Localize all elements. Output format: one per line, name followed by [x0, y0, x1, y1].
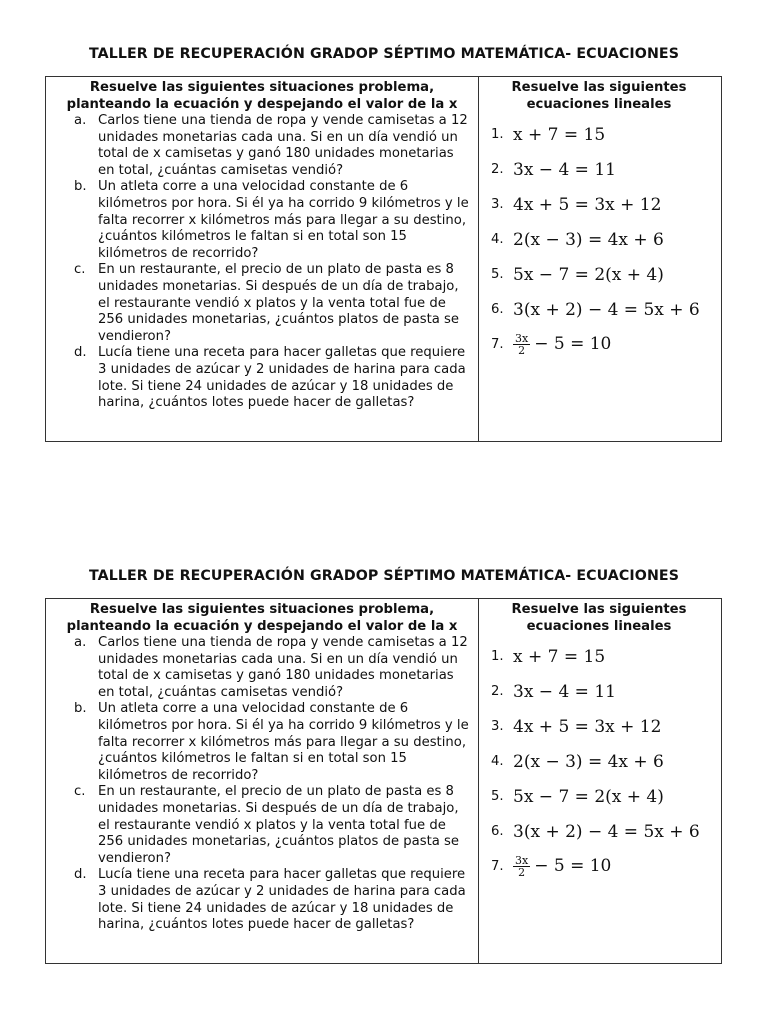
problem-letter: a. — [74, 113, 87, 128]
equation-text: 5x − 7 = 2(x + 4) — [513, 264, 664, 285]
equation-text: x + 7 = 15 — [513, 124, 606, 145]
equation-item — [491, 814, 721, 849]
equation-list — [491, 117, 721, 362]
problem-letter: d. — [74, 345, 87, 361]
equation-number: 4. — [491, 754, 504, 769]
fraction-denominator: 2 — [518, 344, 526, 357]
problem-text: Lucía tiene una receta para hacer galletas que requiere 3 unidades de azúcar y 2 unidades de harina para cada lote. Si tiene 24 unidades de azúcar y 18 unidades de harina, ¿cuántos lotes puede hacer de galletas? — [98, 867, 466, 933]
equation-text: − 5 = 10 — [534, 856, 612, 876]
problem-item — [52, 113, 472, 179]
equation-number: 2. — [491, 684, 504, 699]
equation-list — [491, 639, 721, 884]
equation-number: 7. — [491, 859, 504, 874]
fraction-numerator: 3x — [515, 332, 529, 345]
equation-fraction-expression — [513, 333, 611, 356]
equation-number: 7. — [491, 337, 504, 352]
problem-letter: a. — [74, 635, 87, 650]
equation-number: 5. — [491, 267, 504, 282]
equation-item — [491, 292, 721, 327]
equation-item — [491, 222, 721, 257]
problem-item — [52, 345, 472, 411]
equations-column — [479, 599, 721, 963]
equation-text: 3(x + 2) − 4 = 5x + 6 — [513, 821, 700, 842]
equation-text: x + 7 = 15 — [513, 646, 606, 667]
problem-letter: b. — [74, 701, 87, 717]
equation-number: 2. — [491, 162, 504, 177]
problem-text: Lucía tiene una receta para hacer galletas que requiere 3 unidades de azúcar y 2 unidades de harina para cada lote. Si tiene 24 unidades de azúcar y 18 unidades de harina, ¿cuántos lotes puede hacer de galletas? — [98, 345, 466, 411]
equation-text: 5x − 7 = 2(x + 4) — [513, 786, 664, 807]
problem-item — [52, 784, 472, 867]
problem-text: Carlos tiene una tienda de ropa y vende camisetas a 12 unidades monetarias cada una. Si en un día vendió un total de x camisetas y ganó 180 unidades monetarias en total, ¿cuántas camisetas vendió? — [98, 635, 468, 700]
equation-item — [491, 117, 721, 152]
equation-item — [491, 779, 721, 814]
problem-item — [52, 635, 472, 701]
fraction-numerator: 3x — [515, 854, 529, 867]
problem-list — [52, 635, 472, 934]
equation-number: 3. — [491, 719, 504, 734]
problem-letter: c. — [74, 262, 86, 278]
worksheet-table — [45, 76, 722, 442]
equation-item — [491, 849, 721, 884]
equation-fraction-expression — [513, 855, 611, 878]
equation-number: 1. — [491, 127, 504, 142]
problem-text: En un restaurante, el precio de un plato de pasta es 8 unidades monetarias. Si después de un día de trabajo, el restaurante vendió x platos y la venta total fue de 256 unidades monetarias, ¿cuántos platos de pasta se vendieron? — [98, 784, 459, 866]
equation-number: 6. — [491, 824, 504, 839]
problem-letter: b. — [74, 179, 87, 195]
problem-item — [52, 867, 472, 933]
equation-item — [491, 639, 721, 674]
problem-letter: d. — [74, 867, 87, 883]
equations-column — [479, 77, 721, 441]
problem-item — [52, 262, 472, 345]
worksheet-title: TALLER DE RECUPERACIÓN GRADOP SÉPTIMO MATEMÁTICA- ECUACIONES — [88, 46, 680, 62]
equation-number: 1. — [491, 649, 504, 664]
worksheet-table — [45, 598, 722, 964]
equation-text: − 5 = 10 — [534, 334, 612, 354]
worksheet-bottom — [0, 564, 768, 933]
equation-number: 6. — [491, 302, 504, 317]
equation-item — [491, 709, 721, 744]
problem-list — [52, 113, 472, 412]
equation-item — [491, 187, 721, 222]
equation-item — [491, 257, 721, 292]
equation-text: 3x − 4 = 11 — [513, 681, 616, 702]
equation-text: 4x + 5 = 3x + 12 — [513, 716, 662, 737]
equations-header: Resuelve las siguientes ecuaciones lineales — [511, 80, 687, 112]
equation-number: 5. — [491, 789, 504, 804]
problem-text: Un atleta corre a una velocidad constante de 6 kilómetros por hora. Si él ya ha corrido 9 kilómetros y le falta recorrer x kilómetros más para llegar a su destino, ¿cuántos kilómetros le faltan si en total son 15 kilómetros de recorrido? — [98, 179, 469, 261]
equations-header: Resuelve las siguientes ecuaciones lineales — [511, 602, 687, 634]
equation-text: 3x − 4 = 11 — [513, 159, 616, 180]
problem-text: Un atleta corre a una velocidad constante de 6 kilómetros por hora. Si él ya ha corrido 9 kilómetros y le falta recorrer x kilómetros más para llegar a su destino, ¿cuántos kilómetros le faltan si en total son 15 kilómetros de recorrido? — [98, 701, 469, 783]
fraction — [513, 333, 530, 356]
worksheet-top — [0, 42, 768, 411]
problems-header: Resuelve las siguientes situaciones problema, planteando la ecuación y despejando el valor de la x — [66, 80, 458, 112]
problems-column — [46, 77, 479, 441]
fraction-denominator: 2 — [518, 866, 526, 879]
problem-text: En un restaurante, el precio de un plato de pasta es 8 unidades monetarias. Si después de un día de trabajo, el restaurante vendió x platos y la venta total fue de 256 unidades monetarias, ¿cuántos platos de pasta se vendieron? — [98, 262, 459, 344]
equation-item — [491, 674, 721, 709]
equation-text: 3(x + 2) − 4 = 5x + 6 — [513, 299, 700, 320]
equation-item — [491, 152, 721, 187]
fraction — [513, 855, 530, 878]
problem-item — [52, 179, 472, 262]
problem-item — [52, 701, 472, 784]
equation-item — [491, 744, 721, 779]
worksheet-title: TALLER DE RECUPERACIÓN GRADOP SÉPTIMO MATEMÁTICA- ECUACIONES — [88, 568, 680, 584]
problems-column — [46, 599, 479, 963]
equation-text: 4x + 5 = 3x + 12 — [513, 194, 662, 215]
equation-number: 4. — [491, 232, 504, 247]
equation-number: 3. — [491, 197, 504, 212]
equation-item — [491, 327, 721, 362]
problems-header: Resuelve las siguientes situaciones problema, planteando la ecuación y despejando el valor de la x — [66, 602, 458, 634]
equation-text: 2(x − 3) = 4x + 6 — [513, 229, 664, 250]
problem-text: Carlos tiene una tienda de ropa y vende camisetas a 12 unidades monetarias cada una. Si en un día vendió un total de x camisetas y ganó 180 unidades monetarias en total, ¿cuántas camisetas vendió? — [98, 113, 468, 178]
equation-text: 2(x − 3) = 4x + 6 — [513, 751, 664, 772]
problem-letter: c. — [74, 784, 86, 800]
